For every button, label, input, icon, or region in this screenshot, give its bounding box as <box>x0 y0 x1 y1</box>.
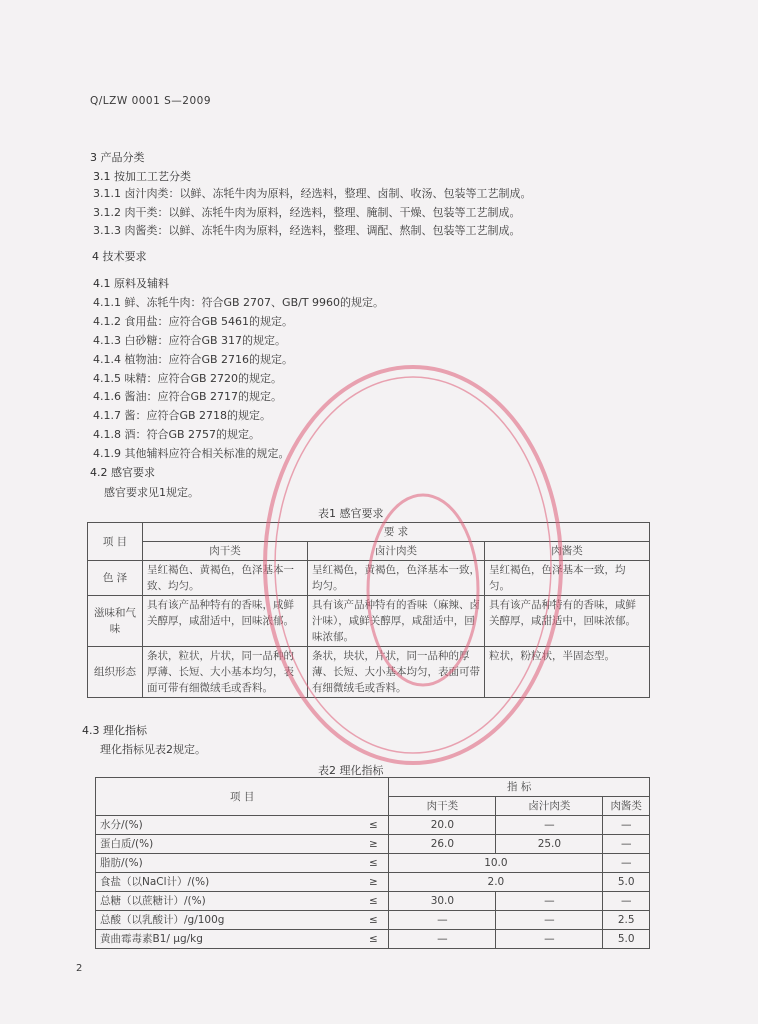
cell-merged: 10.0 <box>389 854 603 873</box>
cell: — <box>603 835 650 854</box>
clause-4-1-1: 4.1.1 鲜、冻牦牛肉：符合GB 2707、GB/T 9960的规定。 <box>93 296 385 309</box>
col-braised-meat: 卤汁肉类 <box>496 797 603 816</box>
cell: 5.0 <box>603 930 650 949</box>
cell: 具有该产品种特有的香味（麻辣、卤汁味），咸鲜关醇厚，咸甜适中，回味浓郁。 <box>308 596 485 647</box>
row-item: 食盐（以NaCl计）/(%) <box>96 873 359 892</box>
cell: — <box>603 816 650 835</box>
cell: 30.0 <box>389 892 496 911</box>
clause-4-1-4: 4.1.4 植物油：应符合GB 2716的规定。 <box>93 353 294 366</box>
section-4-2-text: 感官要求见1规定。 <box>104 486 199 499</box>
cell: 条状，粒状，片状，同一品种的厚薄、长短、大小基本均匀，表面可带有细微绒毛或香料。 <box>143 647 308 698</box>
table-row <box>96 930 650 949</box>
header-item: 项 目 <box>96 778 389 816</box>
clause-4-1-8: 4.1.8 酒：符合GB 2757的规定。 <box>93 428 261 441</box>
row-item: 黄曲霉毒素B1/ μg/kg <box>96 930 359 949</box>
table-row <box>88 561 650 596</box>
clause-3-1-3: 3.1.3 肉酱类：以鲜、冻牦牛肉为原料，经选料，整理、调配、熬制、包装等工艺制成。 <box>93 224 521 237</box>
table-row <box>96 892 650 911</box>
cell: 呈红褐色，黄褐色，色泽基本一致，均匀。 <box>308 561 485 596</box>
col-dried-meat: 肉干类 <box>389 797 496 816</box>
cell: — <box>496 930 603 949</box>
row-item: 色 泽 <box>88 561 143 596</box>
section-3-1-heading: 3.1 按加工工艺分类 <box>93 170 191 183</box>
clause-3-1-2: 3.1.2 肉干类：以鲜、冻牦牛肉为原料，经选料，整理、腌制、干燥、包装等工艺制成。 <box>93 206 521 219</box>
cell: — <box>496 816 603 835</box>
row-item: 滋味和气 味 <box>88 596 143 647</box>
operator: ≤ <box>358 930 389 949</box>
clause-4-1-9: 4.1.9 其他辅料应符合相关标准的规定。 <box>93 447 290 460</box>
cell: — <box>496 911 603 930</box>
operator: ≤ <box>358 892 389 911</box>
section-4-1-heading: 4.1 原料及辅料 <box>93 277 169 290</box>
table-row <box>96 854 650 873</box>
row-item: 蛋白质/(%) <box>96 835 359 854</box>
cell: — <box>389 911 496 930</box>
section-4-2-heading: 4.2 感官要求 <box>90 466 155 479</box>
table-row <box>96 911 650 930</box>
sensory-requirements-table <box>87 522 650 698</box>
clause-4-1-6: 4.1.6 酱油：应符合GB 2717的规定。 <box>93 390 283 403</box>
cell: 5.0 <box>603 873 650 892</box>
col-meat-sauce: 肉酱类 <box>603 797 650 816</box>
section-3-heading: 3 产品分类 <box>90 151 145 164</box>
table-row <box>96 835 650 854</box>
cell: 26.0 <box>389 835 496 854</box>
cell: 条状，块状，片状，同一品种的厚薄、长短、大小基本均匀，表面可带有细微绒毛或香料。 <box>308 647 485 698</box>
col-braised-meat: 卤汁肉类 <box>308 542 485 561</box>
clause-3-1-1: 3.1.1 卤汁肉类：以鲜、冻牦牛肉为原料，经选料，整理、卤制、收汤、包装等工艺制成。 <box>93 187 532 200</box>
cell: — <box>603 854 650 873</box>
table-row <box>96 816 650 835</box>
operator: ≥ <box>358 835 389 854</box>
table-1-caption: 表1 感官要求 <box>318 507 384 520</box>
row-item: 总酸（以乳酸计）/g/100g <box>96 911 359 930</box>
row-item: 组织形态 <box>88 647 143 698</box>
col-dried-meat: 肉干类 <box>143 542 308 561</box>
table-header-row <box>96 778 650 797</box>
row-item: 水分/(%) <box>96 816 359 835</box>
standard-code-header: Q/LZW 0001 S—2009 <box>90 95 212 107</box>
section-4-3-text: 理化指标见表2规定。 <box>100 743 206 756</box>
cell: 呈红褐色，色泽基本一致，均匀。 <box>485 561 650 596</box>
page-number: 2 <box>76 963 83 974</box>
cell: 粒状，粉粒状，半固态型。 <box>485 647 650 698</box>
section-4-heading: 4 技术要求 <box>92 250 147 263</box>
header-requirements: 要 求 <box>143 523 650 542</box>
cell: 25.0 <box>496 835 603 854</box>
table-2-caption: 表2 理化指标 <box>318 764 384 777</box>
table-header-row <box>88 523 650 542</box>
table-row <box>96 873 650 892</box>
table-row <box>88 647 650 698</box>
cell: 20.0 <box>389 816 496 835</box>
cell: 2.5 <box>603 911 650 930</box>
cell: 具有该产品种特有的香味，咸鲜关醇厚，咸甜适中，回味浓郁。 <box>143 596 308 647</box>
operator: ≤ <box>358 854 389 873</box>
header-item: 项 目 <box>88 523 143 561</box>
cell: — <box>389 930 496 949</box>
operator: ≤ <box>358 816 389 835</box>
clause-4-1-2: 4.1.2 食用盐：应符合GB 5461的规定。 <box>93 315 294 328</box>
cell: 具有该产品种特有的香味，咸鲜关醇厚，咸甜适中，回味浓郁。 <box>485 596 650 647</box>
operator: ≤ <box>358 911 389 930</box>
cell-merged: 2.0 <box>389 873 603 892</box>
operator: ≥ <box>358 873 389 892</box>
clause-4-1-7: 4.1.7 酱：应符合GB 2718的规定。 <box>93 409 272 422</box>
physicochemical-table <box>95 777 650 949</box>
col-meat-sauce: 肉酱类 <box>485 542 650 561</box>
row-item: 脂肪/(%) <box>96 854 359 873</box>
clause-4-1-5: 4.1.5 味精：应符合GB 2720的规定。 <box>93 372 283 385</box>
cell: — <box>496 892 603 911</box>
table-subheader-row <box>88 542 650 561</box>
cell: — <box>603 892 650 911</box>
cell: 呈红褐色、黄褐色，色泽基本一致、均匀。 <box>143 561 308 596</box>
section-4-3-heading: 4.3 理化指标 <box>82 724 147 737</box>
table-row <box>88 596 650 647</box>
header-indicators: 指 标 <box>389 778 650 797</box>
clause-4-1-3: 4.1.3 白砂糖：应符合GB 317的规定。 <box>93 334 287 347</box>
row-item: 总糖（以蔗糖计）/(%) <box>96 892 359 911</box>
